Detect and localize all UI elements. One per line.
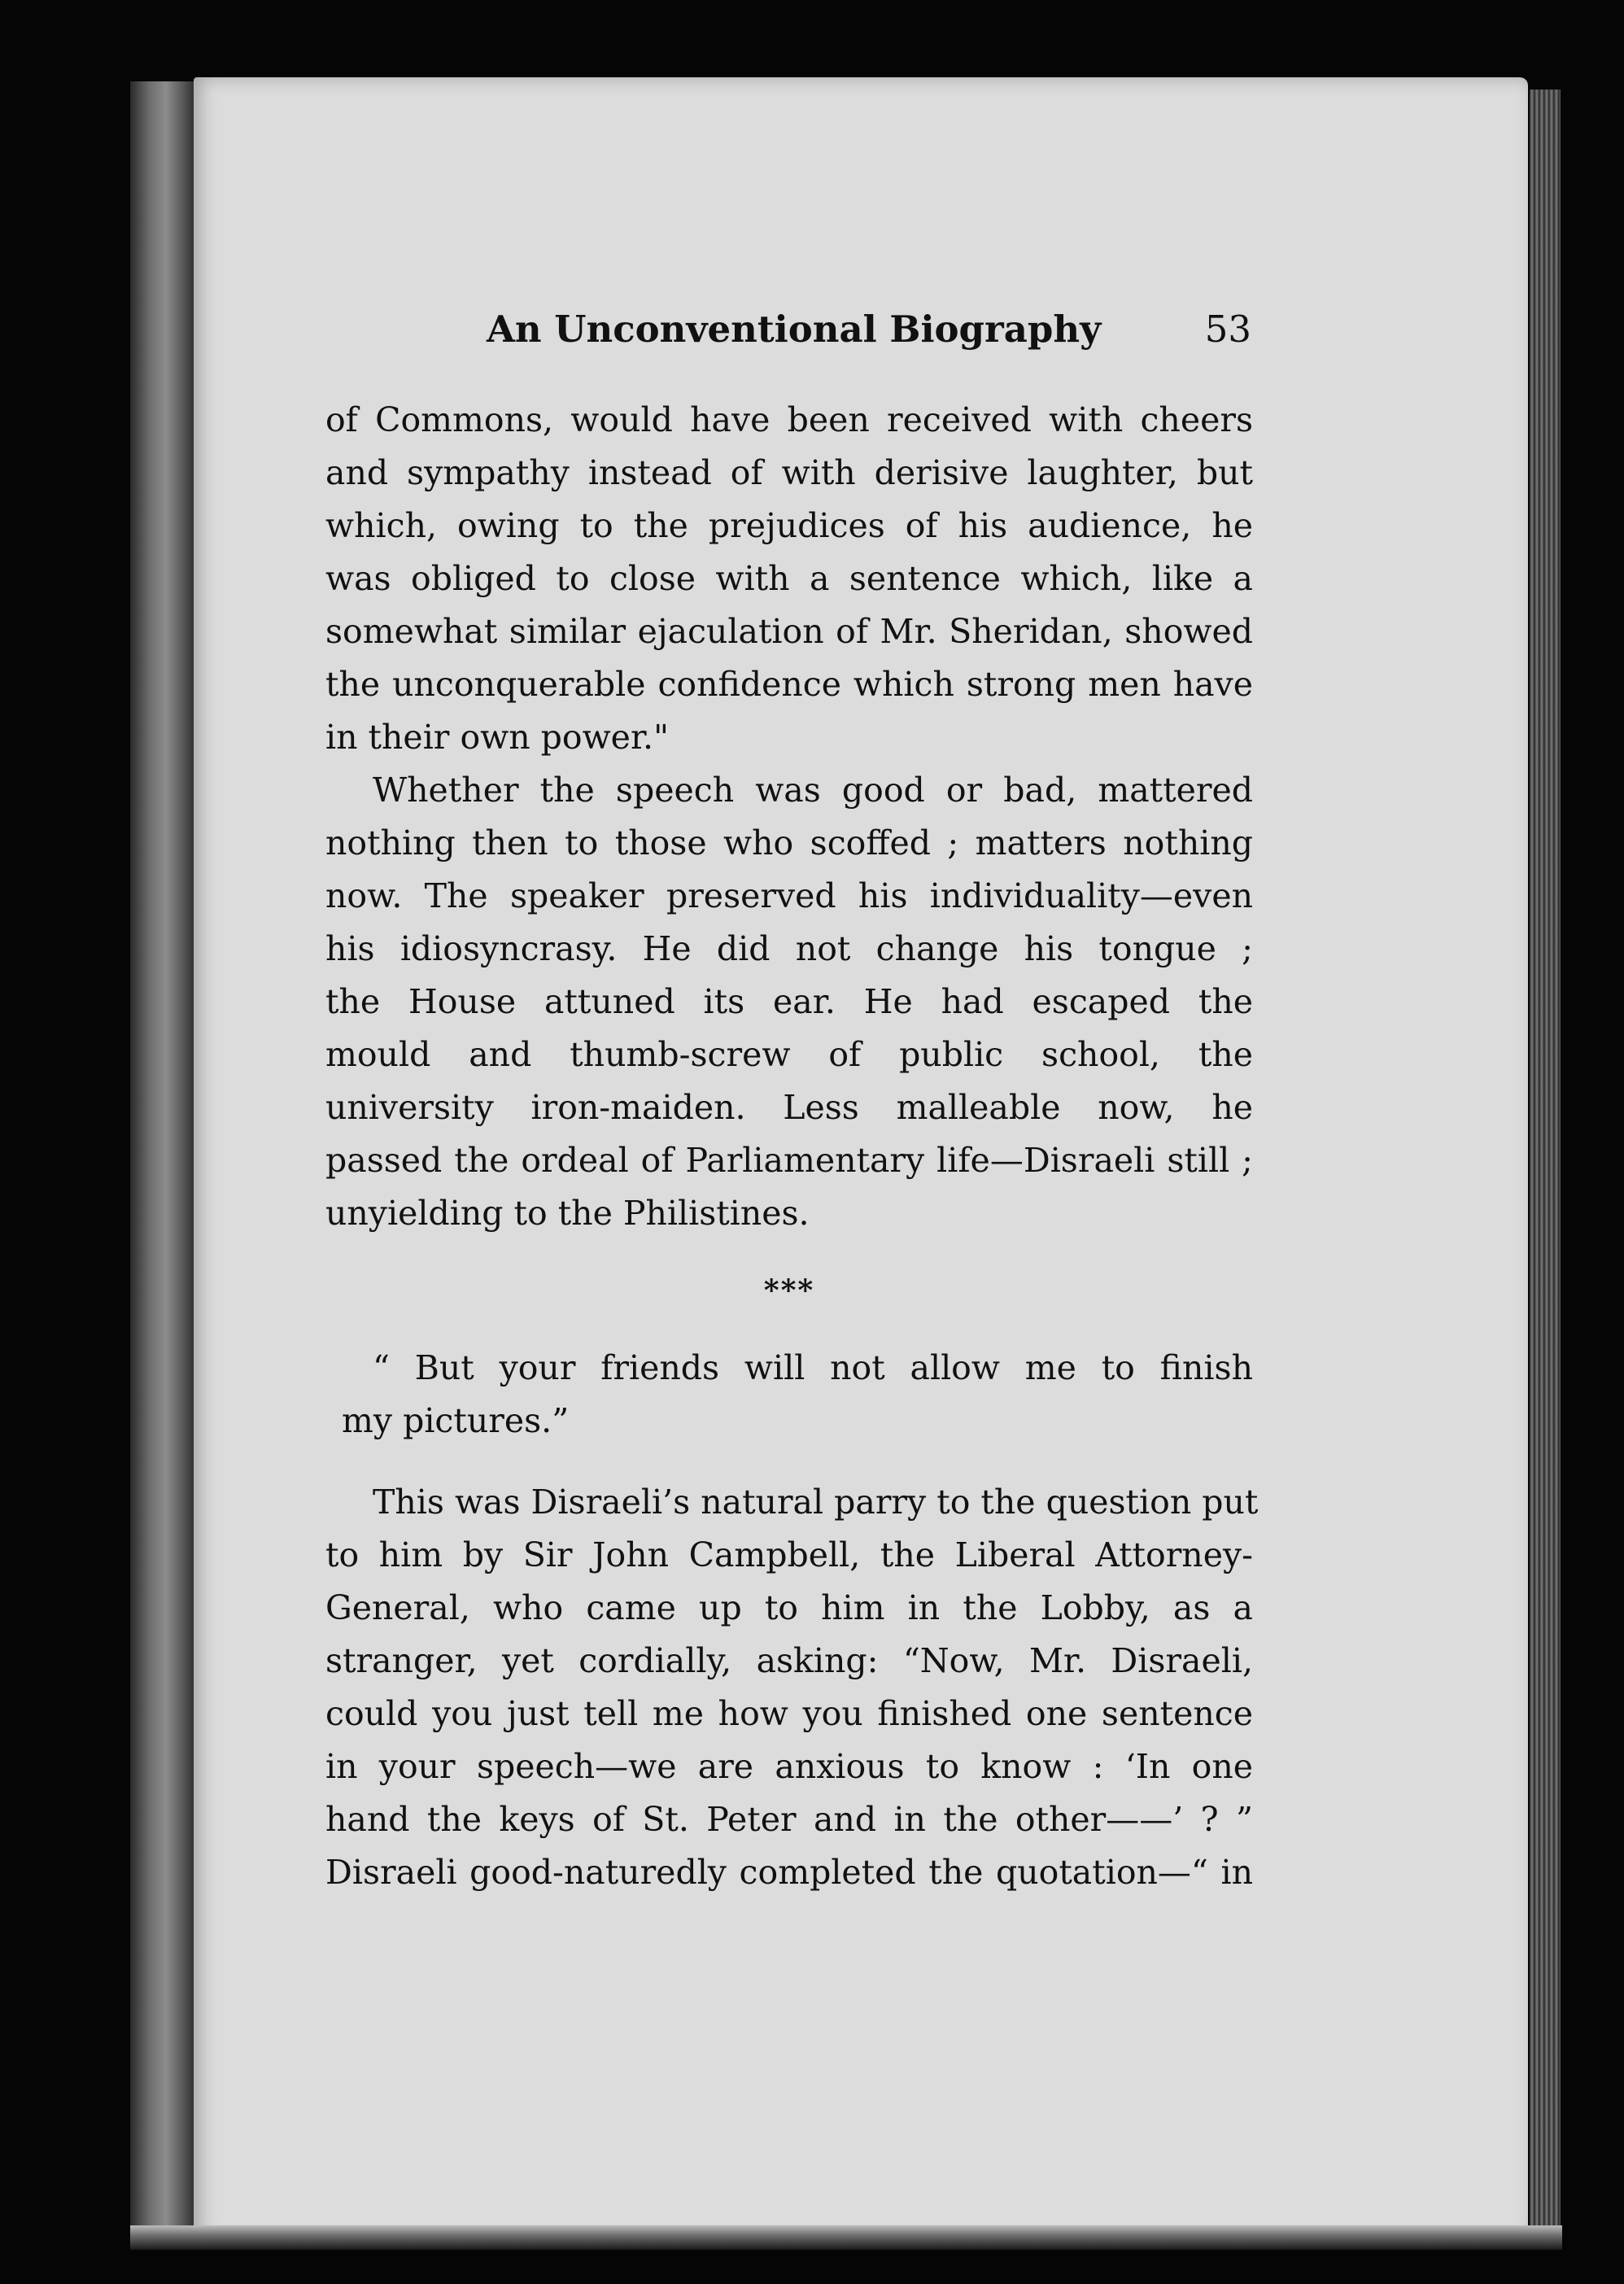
text-line: mould and thumb-screw of public school, the [325, 1035, 1253, 1074]
text-line: passed the ordeal of Parliamentary life—Disraeli still ; [325, 1141, 1253, 1180]
text-line: and sympathy instead of with derisive laughter, but [325, 453, 1253, 492]
text-line: to him by Sir John Campbell, the Liberal Attorney- [325, 1535, 1253, 1574]
text-line: could you just tell me how you finished one sentence [325, 1694, 1253, 1733]
text-line: now. The speaker preserved his individuality—even [325, 876, 1253, 915]
text-line: nothing then to those who scoffed ; matters nothing [325, 823, 1253, 863]
text-line: Whether the speech was good or bad, mattered [373, 771, 1253, 810]
text-line: This was Disraeli’s natural parry to the question put [373, 1483, 1259, 1522]
paragraph-3 [325, 1476, 1259, 1899]
body-text [325, 394, 1259, 1899]
text-line: hand the keys of St. Peter and in the other——’ ? ” [325, 1800, 1253, 1839]
quote-line: my pictures.” [342, 1401, 570, 1440]
spacer [325, 1448, 1253, 1476]
spacer [325, 1240, 1253, 1264]
text-line: stranger, yet cordially, asking: “Now, Mr. Disraeli, [325, 1641, 1253, 1680]
text-line: General, who came up to him in the Lobby, as a [325, 1588, 1253, 1627]
quotation [325, 1342, 1253, 1448]
page-edges [1530, 90, 1561, 2238]
paragraph-2 [325, 764, 1253, 1240]
book-spine-shadow [130, 81, 195, 2246]
text-line: university iron-maiden. Less malleable now, he [325, 1088, 1253, 1127]
text-line: his idiosyncrasy. He did not change his tongue ; [325, 929, 1253, 968]
text-line: of Commons, would have been received with cheers [325, 400, 1253, 439]
text-line: the unconquerable confidence which strong men have [325, 665, 1253, 704]
section-separator: *** [763, 1273, 815, 1308]
paragraph-1 [325, 394, 1253, 764]
text-line: unyielding to the Philistines. [325, 1194, 810, 1233]
running-header [487, 308, 1251, 365]
text-line: Disraeli good-naturedly completed the quotation—“ in [325, 1853, 1253, 1892]
bottom-page-edge [130, 2225, 1562, 2250]
text-line: in their own power." [325, 718, 669, 757]
text-line: in your speech—we are anxious to know : ‘In one [325, 1747, 1253, 1786]
quote-line: “ But your friends will not allow me to finish [373, 1348, 1253, 1387]
text-line: which, owing to the prejudices of his audience, he [325, 506, 1253, 545]
text-line: the House attuned its ear. He had escaped the [325, 982, 1253, 1021]
text-line: somewhat similar ejaculation of Mr. Sheridan, showed [325, 612, 1253, 651]
spacer [325, 1317, 1253, 1342]
page-number: 53 [1204, 308, 1251, 351]
running-title: An Unconventional Biography [487, 308, 1102, 351]
text-line: was obliged to close with a sentence which, like a [325, 559, 1253, 598]
